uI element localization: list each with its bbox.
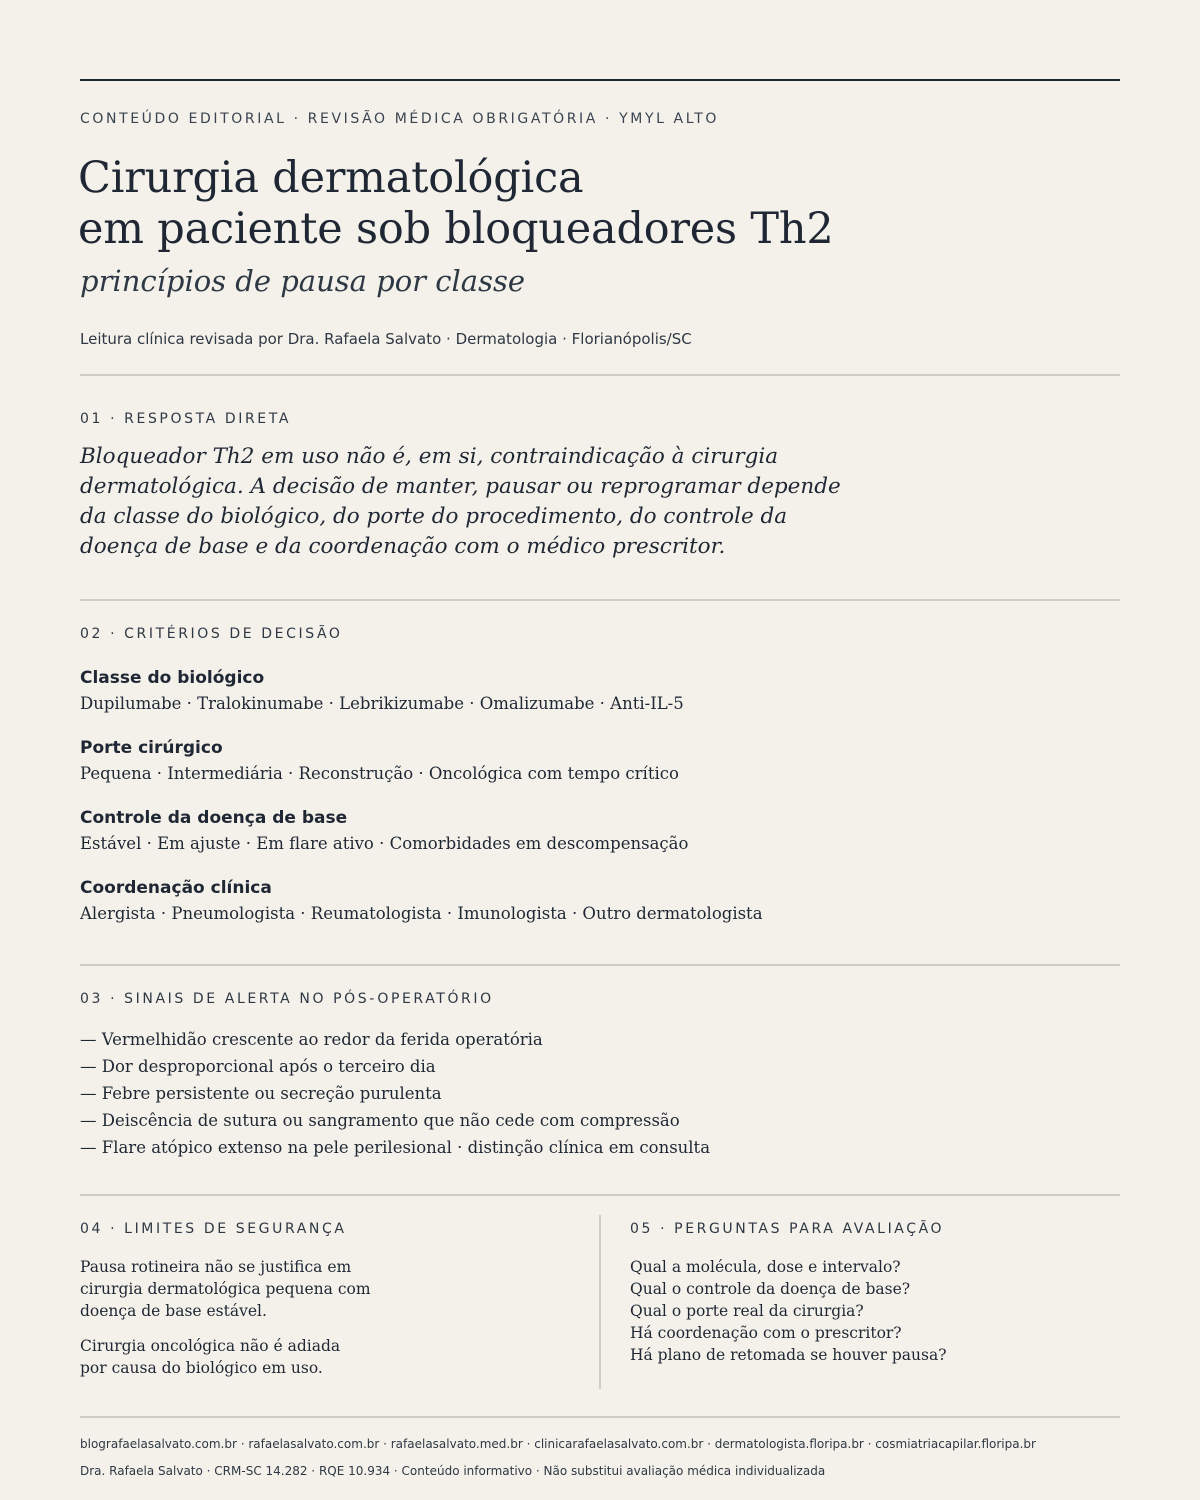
footer-divider [80, 1416, 1120, 1418]
footer-sites: blografaelasalvato.com.br · rafaelasalvato.com.br · rafaelasalvato.med.br · clinicarafaelasalvato.com.br · dermatologista.floripa.br · cosmiatriacapilar.floripa.br [80, 1437, 1036, 1451]
section-divider [80, 1194, 1120, 1196]
list-item: — Flare atópico extenso na pele perilesional · distinção clínica em consulta [80, 1138, 711, 1157]
question-item: Qual a molécula, dose e intervalo? [630, 1258, 901, 1276]
section-label-direct-answer: 01 · RESPOSTA DIRETA [80, 411, 291, 427]
section-label-evaluation-questions: 05 · PERGUNTAS PARA AVALIAÇÃO [630, 1221, 945, 1237]
criterion-clinical-coordination [80, 876, 763, 927]
criterion-values: Estável · Em ajuste · Em flare ativo · Comorbidades em descompensação [80, 834, 689, 853]
list-item: — Febre persistente ou secreção purulenta [80, 1084, 442, 1103]
question-item: Há plano de retomada se houver pausa? [630, 1346, 947, 1364]
paragraph-line: por causa do biológico em uso. [80, 1359, 323, 1377]
footer-credentials: Dra. Rafaela Salvato · CRM-SC 14.282 · RQE 10.934 · Conteúdo informativo · Não substitui avaliação médica individualizada [80, 1464, 826, 1478]
editorial-kicker: CONTEÚDO EDITORIAL · REVISÃO MÉDICA OBRIGATÓRIA · YMYL ALTO [80, 111, 719, 127]
paragraph-line: doença de base estável. [80, 1302, 267, 1320]
section-label-criteria: 02 · CRITÉRIOS DE DECISÃO [80, 626, 343, 642]
section-divider [80, 599, 1120, 601]
page-title [78, 153, 834, 255]
list-item: — Deiscência de sutura ou sangramento que não cede com compressão [80, 1111, 680, 1130]
criterion-surgical-size [80, 736, 679, 787]
criterion-disease-control [80, 806, 688, 857]
criterion-title: Porte cirúrgico [80, 738, 223, 758]
title-line-2: em paciente sob bloqueadores Th2 [78, 204, 834, 254]
section-divider [80, 964, 1120, 966]
answer-line: doença de base e da coordenação com o médico prescritor. [80, 534, 726, 559]
criterion-title: Classe do biológico [80, 668, 265, 688]
criterion-biologic-class [80, 666, 684, 717]
answer-line: dermatológica. A decisão de manter, pausar ou reprogramar depende [80, 474, 841, 499]
question-item: Qual o controle da doença de base? [630, 1280, 911, 1298]
criterion-values: Alergista · Pneumologista · Reumatologista · Imunologista · Outro dermatologista [80, 904, 763, 923]
page-subtitle: princípios de pausa por classe [80, 264, 525, 298]
criterion-title: Coordenação clínica [80, 878, 272, 898]
answer-line: Bloqueador Th2 em uso não é, em si, contraindicação à cirurgia [80, 444, 779, 469]
list-item: — Vermelhidão crescente ao redor da ferida operatória [80, 1030, 543, 1049]
paragraph-line: cirurgia dermatológica pequena com [80, 1280, 371, 1298]
safety-paragraph-1 [80, 1256, 371, 1322]
criterion-title: Controle da doença de base [80, 808, 348, 828]
answer-line: da classe do biológico, do porte do procedimento, do controle da [80, 504, 788, 529]
column-divider [599, 1215, 601, 1389]
section-divider [80, 374, 1120, 376]
question-item: Há coordenação com o prescritor? [630, 1324, 902, 1342]
top-rule [80, 79, 1120, 81]
question-item: Qual o porte real da cirurgia? [630, 1302, 864, 1320]
list-item: — Dor desproporcional após o terceiro dia [80, 1057, 436, 1076]
criterion-values: Pequena · Intermediária · Reconstrução · Oncológica com tempo crítico [80, 764, 679, 783]
criterion-values: Dupilumabe · Tralokinumabe · Lebrikizumabe · Omalizumabe · Anti-IL-5 [80, 694, 684, 713]
section-label-safety-limits: 04 · LIMITES DE SEGURANÇA [80, 1221, 347, 1237]
paragraph-line: Pausa rotineira não se justifica em [80, 1258, 352, 1276]
alert-signs-list [80, 1026, 710, 1161]
byline: Leitura clínica revisada por Dra. Rafaela Salvato · Dermatologia · Florianópolis/SC [80, 330, 692, 348]
safety-paragraph-2 [80, 1335, 340, 1379]
evaluation-questions [630, 1256, 947, 1366]
section-label-alert-signs: 03 · SINAIS DE ALERTA NO PÓS-OPERATÓRIO [80, 991, 494, 1007]
title-line-1: Cirurgia dermatológica [78, 153, 584, 203]
direct-answer [80, 442, 900, 562]
paragraph-line: Cirurgia oncológica não é adiada [80, 1337, 341, 1355]
